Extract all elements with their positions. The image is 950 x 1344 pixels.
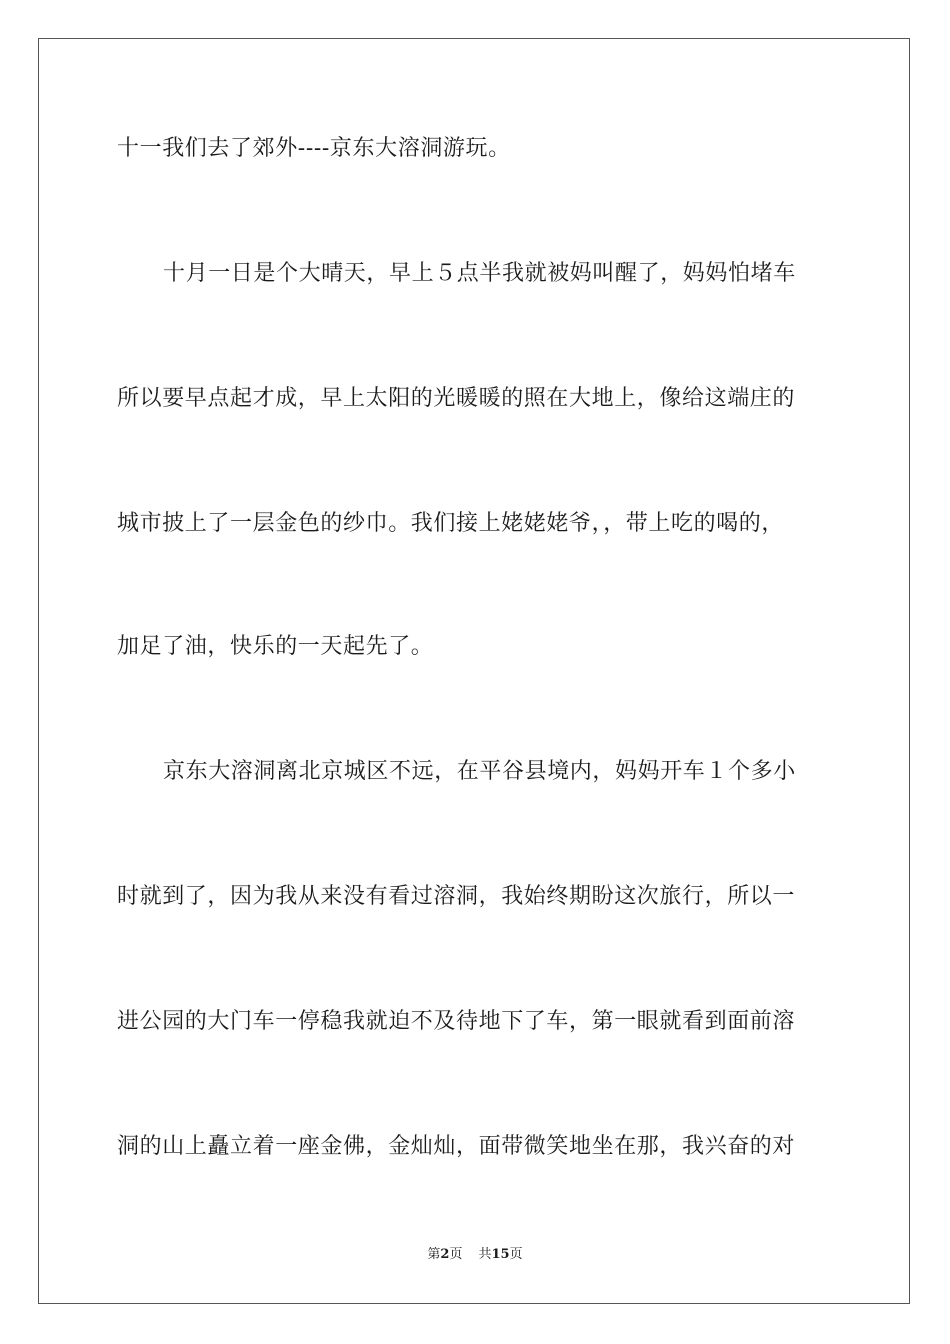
paragraph-first-line: 京东大溶洞离北京城区不远，在平谷县境内，妈妈开车１个多小: [163, 759, 796, 784]
total-prefix: 共: [478, 1247, 492, 1262]
text-line: 加足了油，快乐的一天起先了。: [117, 634, 434, 659]
page-prefix: 第: [427, 1247, 441, 1262]
page-footer: [0, 1246, 950, 1264]
text-line: 洞的山上矗立着一座金佛，金灿灿，面带微笑地坐在那，我兴奋的对: [117, 1134, 796, 1159]
total-pages: 15: [491, 1247, 510, 1262]
page-border: [38, 38, 910, 1304]
total-suffix: 页: [509, 1247, 523, 1262]
text-line: 所以要早点起才成，早上太阳的光暖暖的照在大地上，像给这端庄的: [117, 386, 796, 411]
page-suffix: 页: [449, 1247, 463, 1262]
text-line: 进公园的大门车一停稳我就迫不及待地下了车，第一眼就看到面前溶: [117, 1009, 796, 1034]
text-line: 城市披上了一层金色的纱巾。我们接上姥姥姥爷，，带上吃的喝的，: [117, 511, 785, 536]
paragraph-first-line: 十月一日是个大晴天，早上５点半我就被妈叫醒了，妈妈怕堵车: [163, 261, 796, 286]
page-number: 2: [440, 1247, 450, 1262]
text-line: 时就到了，因为我从来没有看过溶洞，我始终期盼这次旅行，所以一: [117, 884, 796, 909]
text-line: 十一我们去了郊外----京东大溶洞游玩。: [117, 136, 511, 161]
